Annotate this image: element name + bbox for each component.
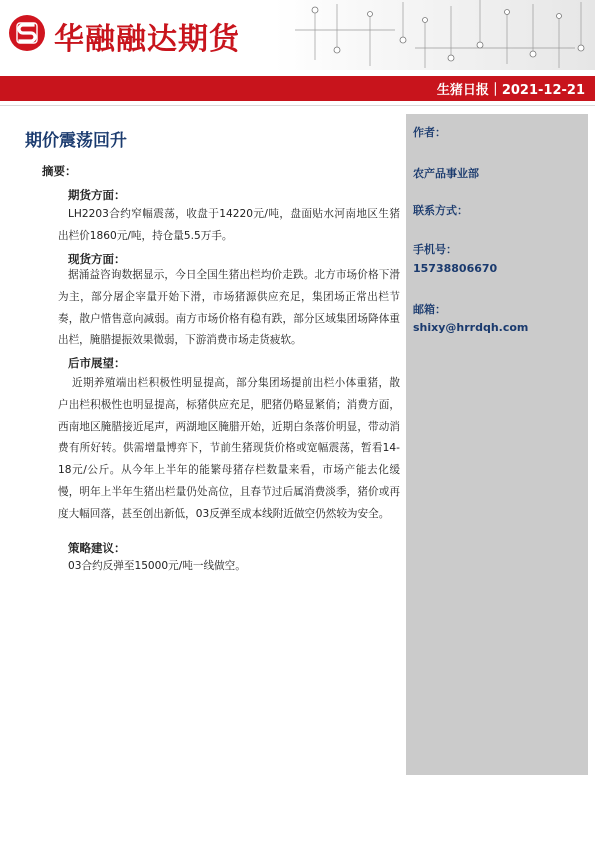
outlook-text: 近期养殖端出栏积极性明显提高，部分集团场提前出栏小体重猪，散户出栏积极性也明显提高，标猪供应充足，肥猪仍略显紧俏；消费方面，西南地区腌腊接近尾声，两湖地区腌腊开始，近期白条落价明显，带动消费有所好转。供需增量博弈下，节前生猪现货价格或宽幅震荡，暂看14-18元/公斤。从今年上半年的能繁母猪存栏数量来看，市场产能去化缓慢，明年上半年生猪出栏量仍处高位，且春节过后属消费淡季，猪价或再度大幅回落，甚至创出新低，03反弹至成本线附近做空仍然较为安全。 <box>58 377 400 520</box>
author-sidebar <box>406 114 588 775</box>
spot-text: 据涌益咨询数据显示，今日全国生猪出栏均价走跌。北方市场价格下滑为主，部分屠企宰量开始下滑，市场猪源供应充足，集团场正常出栏节奏，散户惜售意向减弱。南方市场价格有稳有跌，部分区域集团场降体重出栏，腌腊提振效果微弱，下游消费市场走货疲软。 <box>58 269 400 347</box>
company-logo-icon <box>9 15 45 51</box>
page-title: 期价震荡回升 <box>25 131 127 151</box>
contact-label: 联系方式： <box>413 204 468 217</box>
divider <box>0 105 595 106</box>
department: 农产品事业部 <box>413 167 479 180</box>
summary-label: 摘要： <box>42 164 77 178</box>
spot-heading: 现货方面： <box>68 252 126 266</box>
strategy-text: 03合约反弹至15000元/吨一线做空。 <box>68 560 246 572</box>
phone-label: 手机号： <box>413 243 457 256</box>
header-decoration <box>275 0 595 70</box>
outlook-heading: 后市展望： <box>68 356 126 370</box>
company-name: 华融融达期货 <box>54 22 240 57</box>
strategy-heading: 策略建议： <box>68 541 126 555</box>
page-header <box>0 0 595 76</box>
futures-text: LH2203合约窄幅震荡，收盘于14220元/吨，盘面贴水河南地区生猪出栏价1860元/吨，持仓量5.5万手。 <box>58 208 400 242</box>
phone-number: 15738806670 <box>413 262 498 275</box>
futures-heading: 期货方面： <box>68 188 126 202</box>
author-label: 作者： <box>413 126 446 139</box>
email-address[interactable]: shixy@hrrdqh.com <box>413 321 529 334</box>
report-type-date: 生猪日报｜2021-12-21 <box>436 83 585 98</box>
email-label: 邮箱： <box>413 303 446 316</box>
